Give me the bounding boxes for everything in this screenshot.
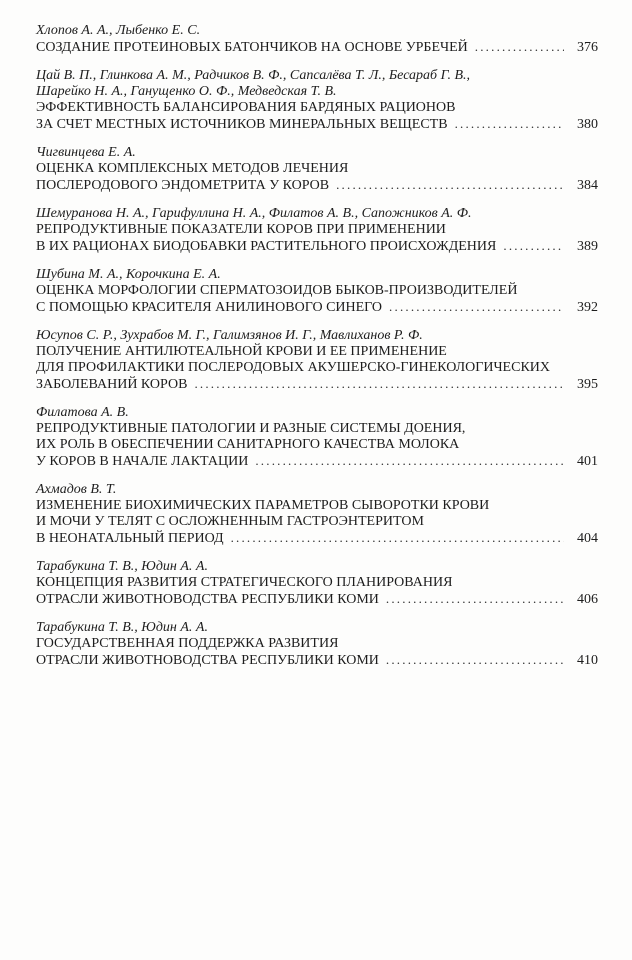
entry-title-line: ОЦЕНКА МОРФОЛОГИИ СПЕРМАТОЗОИДОВ БЫКОВ-ПРОИЗВОДИТЕЛЕЙ: [36, 283, 518, 298]
dot-leader: [503, 238, 564, 254]
toc-entry: [36, 405, 598, 470]
entry-title-row: [36, 530, 598, 547]
entry-page-number: 406: [577, 592, 598, 607]
entry-title-line: ОЦЕНКА КОМПЛЕКСНЫХ МЕТОДОВ ЛЕЧЕНИЯ: [36, 161, 349, 176]
entry-authors-line: Ахмадов В. Т.: [36, 482, 117, 497]
entry-title-line: РЕПРОДУКТИВНЫЕ ПАТОЛОГИИ И РАЗНЫЕ СИСТЕМЫ ДОЕНИЯ,: [36, 421, 466, 436]
entry-authors-line: Шубина М. А., Корочкина Е. А.: [36, 267, 221, 282]
toc-entry: [36, 328, 598, 393]
entry-authors-line: Юсупов С. Р., Зухрабов М. Г., Галимзянов И. Г., Мавлиханов Р. Ф.: [36, 328, 423, 343]
entry-page-number: 389: [577, 239, 598, 254]
dot-leader: [255, 453, 564, 469]
entry-authors-line: Тарабукина Т. В., Юдин А. А.: [36, 559, 208, 574]
dot-leader: [455, 116, 564, 132]
entry-title-row: [36, 376, 598, 393]
entry-authors-line: Тарабукина Т. В., Юдин А. А.: [36, 620, 208, 635]
entry-title-line: И МОЧИ У ТЕЛЯТ С ОСЛОЖНЕННЫМ ГАСТРОЭНТЕРИТОМ: [36, 514, 424, 529]
entry-title-row: [36, 39, 598, 56]
entry-authors-line: Чигвинцева Е. А.: [36, 145, 136, 160]
entry-title-row: [36, 591, 598, 608]
entry-title-row: [36, 299, 598, 316]
entry-authors-line: Хлопов А. А., Лыбенко Е. С.: [36, 23, 201, 38]
entry-authors-line: Цай В. П., Глинкова А. М., Радчиков В. Ф., Сапсалёва Т. Л., Бесараб Г. В.,: [36, 68, 471, 83]
dot-leader: [386, 652, 564, 668]
entry-title-line: КОНЦЕПЦИЯ РАЗВИТИЯ СТРАТЕГИЧЕСКОГО ПЛАНИРОВАНИЯ: [36, 575, 453, 590]
entry-title-line: ДЛЯ ПРОФИЛАКТИКИ ПОСЛЕРОДОВЫХ АКУШЕРСКО-ГИНЕКОЛОГИЧЕСКИХ: [36, 360, 551, 375]
toc-entry: [36, 23, 598, 56]
dot-leader: [231, 530, 564, 546]
entry-title-text: ПОСЛЕРОДОВОГО ЭНДОМЕТРИТА У КОРОВ: [36, 178, 330, 193]
toc-entry: [36, 145, 598, 194]
entry-page-number: 376: [577, 40, 598, 55]
dot-leader: [475, 39, 564, 55]
entry-title-line: РЕПРОДУКТИВНЫЕ ПОКАЗАТЕЛИ КОРОВ ПРИ ПРИМЕНЕНИИ: [36, 222, 446, 237]
entry-title-line: ЭФФЕКТИВНОСТЬ БАЛАНСИРОВАНИЯ БАРДЯНЫХ РАЦИОНОВ: [36, 100, 456, 115]
entry-title-line: ГОСУДАРСТВЕННАЯ ПОДДЕРЖКА РАЗВИТИЯ: [36, 636, 339, 651]
entry-title-row: [36, 453, 598, 470]
entry-page-number: 395: [577, 377, 598, 392]
toc-entry: [36, 206, 598, 255]
entry-title-text: ЗА СЧЕТ МЕСТНЫХ ИСТОЧНИКОВ МИНЕРАЛЬНЫХ ВЕЩЕСТВ: [36, 117, 448, 132]
entry-title-row: [36, 116, 598, 133]
entry-page-number: 404: [577, 531, 598, 546]
entry-title-row: [36, 238, 598, 255]
dot-leader: [336, 177, 564, 193]
entry-title-line: ПОЛУЧЕНИЕ АНТИЛЮТЕАЛЬНОЙ КРОВИ И ЕЕ ПРИМЕНЕНИЕ: [36, 344, 447, 359]
entry-title-text: СОЗДАНИЕ ПРОТЕИНОВЫХ БАТОНЧИКОВ НА ОСНОВЕ УРБЕЧЕЙ: [36, 40, 468, 55]
entry-page-number: 410: [577, 653, 598, 668]
entry-authors-line: Шарейко Н. А., Ганущенко О. Ф., Медведская Т. В.: [36, 84, 337, 99]
entry-title-text: У КОРОВ В НАЧАЛЕ ЛАКТАЦИИ: [36, 454, 249, 469]
entry-page-number: 384: [577, 178, 598, 193]
entry-title-text: ЗАБОЛЕВАНИЙ КОРОВ: [36, 377, 188, 392]
entry-title-text: В ИХ РАЦИОНАХ БИОДОБАВКИ РАСТИТЕЛЬНОГО ПРОИСХОЖДЕНИЯ: [36, 239, 497, 254]
entry-title-row: [36, 652, 598, 669]
dot-leader: [389, 299, 564, 315]
entry-page-number: 401: [577, 454, 598, 469]
entry-authors-line: Филатова А. В.: [36, 405, 129, 420]
toc-entry: [36, 482, 598, 547]
entry-title-text: ОТРАСЛИ ЖИВОТНОВОДСТВА РЕСПУБЛИКИ КОМИ: [36, 592, 379, 607]
toc-entry: [36, 68, 598, 133]
toc-entry: [36, 559, 598, 608]
entry-title-line: ИЗМЕНЕНИЕ БИОХИМИЧЕСКИХ ПАРАМЕТРОВ СЫВОРОТКИ КРОВИ: [36, 498, 490, 513]
entry-title-line: ИХ РОЛЬ В ОБЕСПЕЧЕНИИ САНИТАРНОГО КАЧЕСТВА МОЛОКА: [36, 437, 460, 452]
entry-page-number: 380: [577, 117, 598, 132]
toc-entry-list: [36, 23, 598, 669]
entry-title-text: В НЕОНАТАЛЬНЫЙ ПЕРИОД: [36, 531, 224, 546]
dot-leader: [194, 376, 564, 392]
entry-title-row: [36, 177, 598, 194]
dot-leader: [386, 591, 564, 607]
toc-entry: [36, 620, 598, 669]
entry-title-text: ОТРАСЛИ ЖИВОТНОВОДСТВА РЕСПУБЛИКИ КОМИ: [36, 653, 379, 668]
entry-page-number: 392: [577, 300, 598, 315]
entry-authors-line: Шемуранова Н. А., Гарифуллина Н. А., Филатов А. В., Сапожников А. Ф.: [36, 206, 472, 221]
entry-title-text: С ПОМОЩЬЮ КРАСИТЕЛЯ АНИЛИНОВОГО СИНЕГО: [36, 300, 383, 315]
toc-entry: [36, 267, 598, 316]
